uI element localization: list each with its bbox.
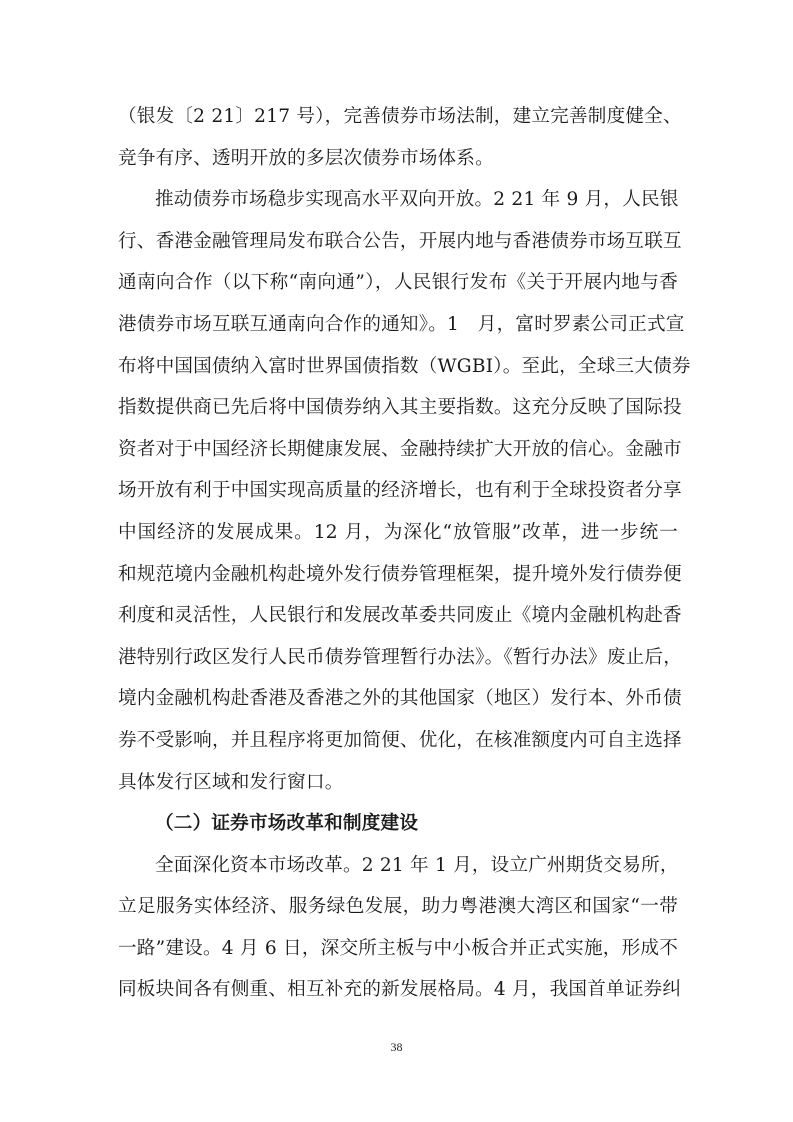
section-heading: （二）证券市场改革和制度建设 xyxy=(155,813,419,835)
text-line: 指数提供商已先后将中国债券纳入其主要指数。这充分反映了国际投 xyxy=(118,397,682,419)
text-line: 通南向合作（以下称“南向通”），人民银行发布《关于开展内地与香 xyxy=(118,272,678,294)
text-line: 具体发行区域和发行窗口。 xyxy=(118,771,344,793)
paragraph-start: 推动债券市场稳步实现高水平双向开放。2 21 年 9 月，人民银 xyxy=(155,189,679,211)
text-line: 场开放有利于中国实现高质量的经济增长，也有利于全球投资者分享 xyxy=(118,480,682,502)
page-number: 38 xyxy=(390,1040,403,1054)
text-line: 一路”建设。4 月 6 日，深交所主板与中小板合并正式实施，形成不 xyxy=(118,937,678,959)
text-line: 布将中国国债纳入富时世界国债指数（WGBI）。至此，全球三大债券 xyxy=(118,355,691,377)
body-text xyxy=(118,96,691,1011)
text-line: （银发〔2 21〕217 号），完善债券市场法制，建立完善制度健全、 xyxy=(118,106,682,127)
text-line: 同板块间各有侧重、相互补充的新发展格局。4 月，我国首单证券纠 xyxy=(118,979,682,1001)
text-line: 中国经济的发展成果。12 月，为深化“放管服”改革，进一步统一 xyxy=(118,521,678,543)
text-line: 港特别行政区发行人民币债券管理暂行办法》。《暂行办法》废止后， xyxy=(118,646,683,668)
text-line: 境内金融机构赴香港及香港之外的其他国家（地区）发行本、外币债 xyxy=(118,688,682,710)
text-line: 港债券市场互联互通南向合作的通知》。1 月，富时罗素公司正式宣 xyxy=(118,313,685,335)
paragraph-start: 全面深化资本市场改革。2 21 年 1 月，设立广州期货交易所， xyxy=(155,854,679,876)
text-line: 竞争有序、透明开放的多层次债券市场体系。 xyxy=(118,147,494,169)
text-line: 资者对于中国经济长期健康发展、金融持续扩大开放的信心。金融市 xyxy=(118,438,682,460)
text-line: 和规范境内金融机构赴境外发行债券管理框架，提升境外发行债券便 xyxy=(118,563,682,585)
text-line: 券不受影响，并且程序将更加简便、优化，在核准额度内可自主选择 xyxy=(118,729,682,751)
text-line: 利度和灵活性，人民银行和发展改革委共同废止《境内金融机构赴香 xyxy=(118,605,682,627)
text-line: 立足服务实体经济、服务绿色发展，助力粤港澳大湾区和国家“一带 xyxy=(118,896,678,918)
text-line: 行、香港金融管理局发布联合公告，开展内地与香港债券市场互联互 xyxy=(118,230,682,252)
